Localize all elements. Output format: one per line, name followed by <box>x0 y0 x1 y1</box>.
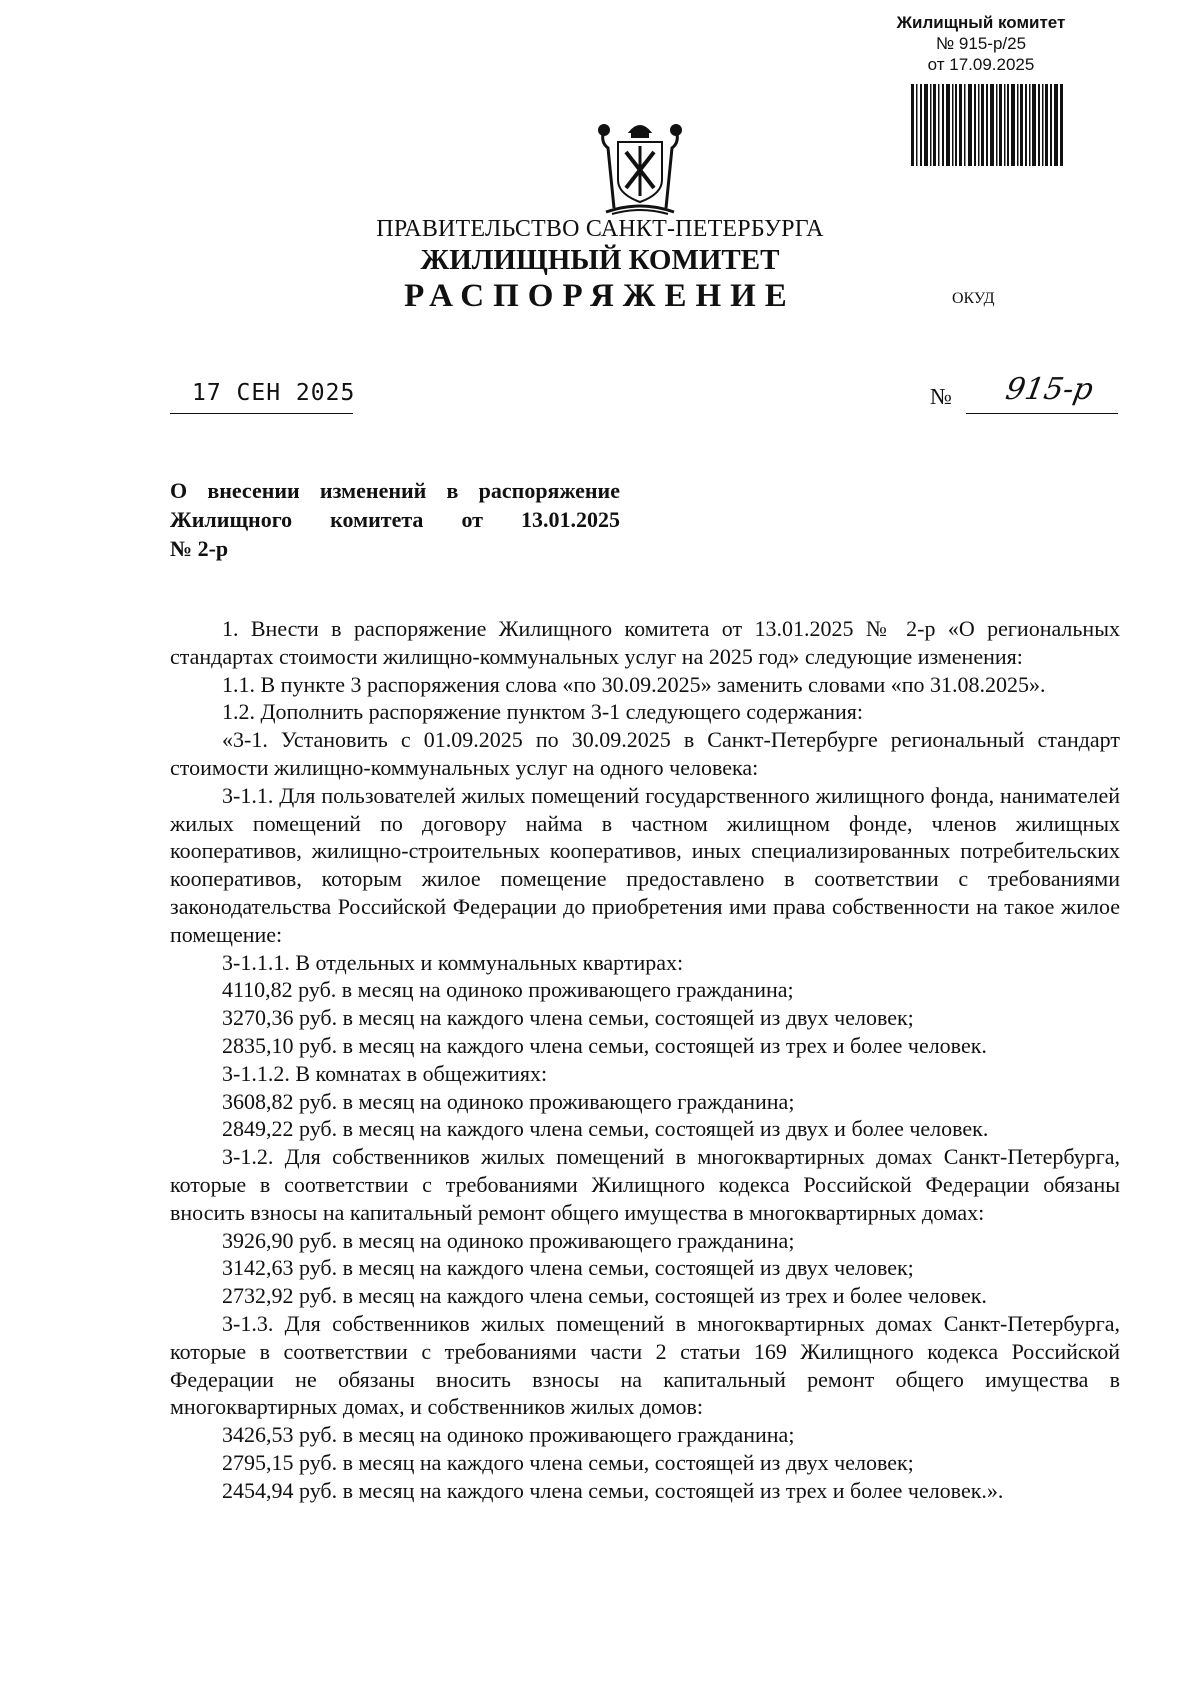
subject-line: О внесении изменений в распоряжение <box>170 478 620 503</box>
paragraph: 2454,94 руб. в месяц на каждого члена семьи, состоящей из трех и более человек.». <box>222 1477 1004 1503</box>
committee-title: ЖИЛИЩНЫЙ КОМИТЕТ <box>420 244 780 276</box>
handwritten-date: 17 СЕН 2025 <box>192 380 356 406</box>
stamp-date: от 17.09.2025 <box>927 55 1035 74</box>
number-underline <box>966 413 1118 414</box>
paragraph: 3-1.1.1. В отдельных и коммунальных квартирах: <box>222 949 684 975</box>
paragraph: 4110,82 руб. в месяц на одиноко проживающего гражданина; <box>222 977 794 1003</box>
paragraph: 3926,90 руб. в месяц на одиноко проживающего гражданина; <box>222 1227 795 1253</box>
paragraph: 1.1. В пункте 3 распоряжения слова «по 30.09.2025» заменить словами «по 31.08.2025». <box>222 671 1046 697</box>
barcode <box>911 84 1063 166</box>
government-title: ПРАВИТЕЛЬСТВО САНКТ-ПЕТЕРБУРГА <box>376 216 824 242</box>
date-underline <box>170 413 353 414</box>
subject-line: № 2-р <box>170 536 229 561</box>
stamp-number: № 915-р/25 <box>935 34 1027 53</box>
paragraph: «3-1. Установить с 01.09.2025 по 30.09.2025 в Санкт-Петербурге региональный стандарт стоимости жилищно-коммунальных услуг на одного человека: <box>170 727 1120 780</box>
paragraph: 3-1.2. Для собственников жилых помещений в многоквартирных домах Санкт-Петербурга, которые в соответствии с требованиями Жилищного кодекса Российской Федерации обязаны вносить взносы на капитальный ремонт общего имущества в многоквартирных домах: <box>170 1144 1120 1225</box>
coat-of-arms-icon <box>592 118 688 218</box>
document-body <box>170 615 1120 1505</box>
paragraph: 3608,82 руб. в месяц на одиноко проживающего гражданина; <box>222 1088 795 1114</box>
registration-stamp <box>886 12 1076 75</box>
paragraph: 3-1.3. Для собственников жилых помещений в многоквартирных домах Санкт-Петербурга, которые в соответствии с требованиями части 2 статьи 169 Жилищного кодекса Российской Федерации не обязаны вносить взносы на капитальный ремонт общего имущества в многоквартирных домах, и собственников жилых домов: <box>170 1310 1120 1420</box>
paragraph: 1.2. Дополнить распоряжение пунктом 3-1 следующего содержания: <box>222 699 864 725</box>
document-type: РАСПОРЯЖЕНИЕ <box>404 278 796 314</box>
paragraph: 3270,36 руб. в месяц на каждого члена семьи, состоящей из двух человек; <box>222 1005 914 1031</box>
okud-label: ОКУД <box>952 290 995 307</box>
paragraph: 2732,92 руб. в месяц на каждого члена семьи, состоящей из трех и более человек. <box>222 1283 987 1309</box>
paragraph: 1. Внести в распоряжение Жилищного комитета от 13.01.2025 № 2-р «О региональных стандартах стоимости жилищно-коммунальных услуг на 2025 год» следующие изменения: <box>170 616 1120 669</box>
paragraph: 2795,15 руб. в месяц на каждого члена семьи, состоящей из двух человек; <box>222 1449 914 1475</box>
paragraph: 3-1.1. Для пользователей жилых помещений государственного жилищного фонда, нанимателей жилых помещений по договору найма в частном жилищном фонде, членов жилищных кооперативов, жилищно-строительных кооперативов, иных специализированных потребительских кооперативов, которым жилое помещение предоставлено в соответствии с требованиями законодательства Российской Федерации до приобретения ими права собственности на такое жилое помещение: <box>170 782 1120 947</box>
subject-line: Жилищного комитета от 13.01.2025 <box>170 507 620 532</box>
stamp-org: Жилищный комитет <box>896 13 1066 32</box>
paragraph: 2849,22 руб. в месяц на каждого члена семьи, состоящей из двух и более человек. <box>222 1116 989 1142</box>
paragraph: 3142,63 руб. в месяц на каждого члена семьи, состоящей из двух человек; <box>222 1255 914 1281</box>
document-subject <box>170 476 620 563</box>
paragraph: 3-1.1.2. В комнатах в общежитиях: <box>222 1060 548 1086</box>
number-label: № <box>930 384 952 409</box>
handwritten-number: 915-р <box>1002 372 1096 407</box>
paragraph: 3426,53 руб. в месяц на одиноко проживающего гражданина; <box>222 1422 795 1448</box>
paragraph: 2835,10 руб. в месяц на каждого члена семьи, состоящей из трех и более человек. <box>222 1032 987 1058</box>
